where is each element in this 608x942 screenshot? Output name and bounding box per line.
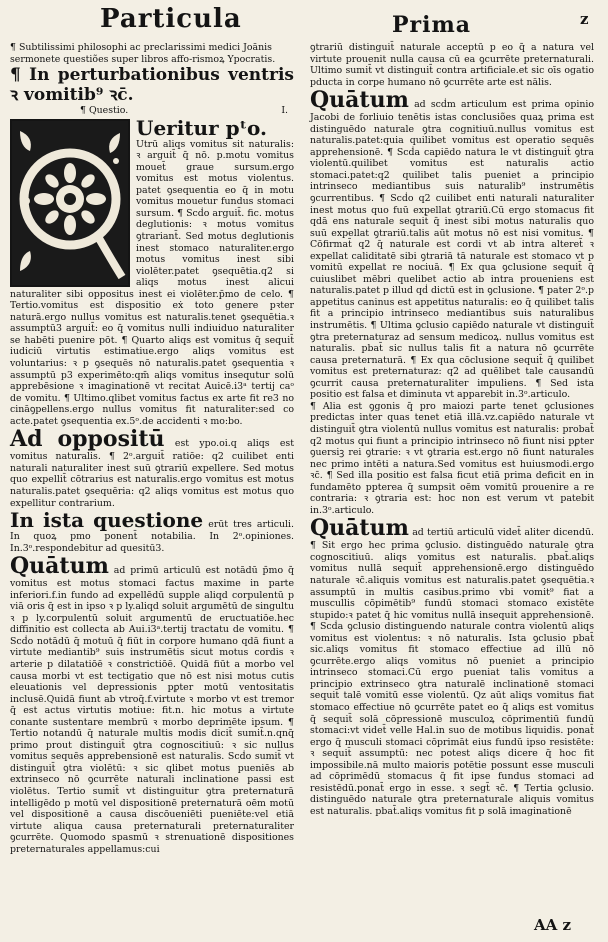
running-head-right: Prima <box>392 12 472 38</box>
quantum-para-2 <box>310 88 594 401</box>
quantum-heading-3: Quātum <box>310 515 409 542</box>
right-para-3: ¶ Alia est ꝯgonis q̄ pro maiozi parte tenet ꝯclusiones predictas inter quas tenet etiā illā.vz.capiēdo naturale vt distinguit̄ ꝯtra violentū nullus vomitus est naturalis: probat̄ q2 motus qui fiunt a principio intrinseco nō fiunt nisi pꝑter ꝯuersiꝫ rei ꝯtrarie: ꝛ vt ꝯtraria est.ergo nō fiunt naturales nec primo intēti a natura.Sed vomitus est huiusmodi.ergo ꝛc̄. ¶ Sed illa positio est falsa ficut etiā prima deficit en in fundamēto ppterea q̄ sumpsit oēm vomitū prouenire a re contraria: ꝛ ꝯtraria est: hoc non est verum vt patebit in.3ᵒ.articulo. <box>310 400 594 516</box>
intro-title: ¶ Subtilissimi philosophi ac preclarissimi medici Joānis sermonete questiões super libros affo-rismoꝝ Ypocratis. <box>10 42 276 65</box>
left-para-1: Utrū aliqs vomitus sit naturalis: ꝛ arguit̄ q̄ nō. p.motu vomitus mouet̄ graue sursum.ergo vomitus est motus violentus. patet ꝯsequentia eo q̄ in motu vomitus mouetur fundus stomaci sursum. ¶ Scḋo arguit̄. fic. motus deglutionis: ꝛ motus vomitus ꝯtrariant̄. Sed motus deglutionis inest stomaco naturaliter.ergo motus vomitus inest sibi violēter.patet ꝯsequētia.q2 si aliqs motus inest alicui naturaliter sibi oppositus inest ei violēter.p̄mo de celo. ¶ Tertio.vomitus est dispositio eẋ toto genere pꝛter naturā.ergo nullus vomitus est naturalis.tenet ꝯsequētia.ꝛ assumptū3 arguit̄: eo q̄ vomitus nulli indiuiduo naturaliter se habēti puenire pōt. ¶ Quarto aliqs est vomitus q̄ sequit̄ iudiciū virtutis estimatiue.ergo aliqs vomitus est voluntarius: ꝛ p ꝯsequēs nō naturalis.patet ꝯsequentia ꝛ assumptū p3 experimēto:qm̄ aliqs vomitus insequtur solū apprebēsione ꝛ imaginationē vt recitat Auicē.i3ᵃ tertij caᵒ de vomitu. ¶ Ultimo.qlibet vomitus factus ex arte fit re3 no cināꝯpellens.ergo nullus vomitus fit naturaliter:sed co acte.patet ꝯsequentia ex.5ᵒ.de accidenti ꝛ mo:bo. <box>10 138 294 427</box>
oppositum-para <box>10 427 294 509</box>
oppositum-heading: Ad oppositū <box>10 426 165 453</box>
catchword-signature: AA z <box>534 916 572 934</box>
running-head-left: Particula <box>100 4 242 34</box>
right-column <box>310 42 594 817</box>
decorated-initial-q <box>10 119 130 287</box>
lemma-heading: ¶ In perturbationibus ventris ꝛ vomitib⁹ ꝛc̄. <box>10 65 294 106</box>
quantum-text-2: ad scḋm articulum est prima opinio Jacobi de forliuio tenētis istas conclusiões quaꝝ prima est distinguēdo naturale ꝯtra cognitiuū.nullus vomitus est naturalis.patet:quia quilibet vomitus est operatio sequēs apprehensionē. ¶ Scḋa capiēdo natura le vt distinguit̄ ꝯtra violentū.quilibet vomitus est naturalis actio stomaci.patet:q2 quilibet talis pueniet a principio intrinseco mediantibus suis naturalib⁹ instrumētis ꝯcurrentibus. ¶ Scḋo q2 cuilibet enti naturali naturaliter inest motus quo fuū expellat ꝯtrariū.Cū ergo stomacus fit qdā ens naturale sequit̄ q̄ inest sibi motus naturalis quo suū expellat ꝯtrariū.talis aūt motus nō est nisi vomitus. ¶ Cōfirmat̄ q2 q̄ naturale est cordi vt ab intra alteret̄ ꝛ expellat caliditatē sibi ꝯtrariā tā naturale est stomaco vt p vomitū expellat re nociuā. ¶ Ex qua ꝯclusione sequit̄ q̄ cuiuslibet mēbri quelibet actio ab intra proueniens est naturalis.patet p illud qḋ dictū est in ꝯclusione. ¶ pater 2ᵒ.p appetitus caninus est appetitus naturalis: eo q̄ quilibet talis fit a principio intrinseco mediantibus suis naturalibus instrumētis. ¶ Ultima ꝯclusio capiēdo naturale vt distinguit̄ ꝯtra preternaturaz ad sensum medicoꝝ. nullus vomitus est naturalis. pbat̄ sic nullus talis fit a natura nō ꝯcurrēte causa preternaturā. ¶ Ex qua cōclusione sequit̄ q̄ quilibet vomitus est preternaturaz: q2 ad quēlibet tale causandū ꝯcurrit causa preternaturaliter impuliens. ¶ Sed ista positio est falsa et diminuta vt apparebit in.3ᵒ.articulo. <box>310 99 595 401</box>
ista-text: erūt tres articuli. In quoꝝ pmo ponent̄ notabilia. In 2ᵒ.opiniones. In.3ᵒ.respondebitur ad quesitū3. <box>10 519 295 554</box>
floral-initial-icon <box>12 121 128 285</box>
quantum-text-1: ad primū articulū est notādū p̄mo q̄ vomitus est motus stomaci factus maxime in parte inferiori.f.in fundo ad expellēdū supple aliqd corpulentū p viā oris q̄ est in ipso ꝛ p ly.aliqd soluit argumētū de singultu ꝛ p ly.corpulentū soluit argumentū de eructuatiōe.hec diffinitio est collecta ab Aui.i3ᵃ.tertij tractatu de vomitu. ¶ Scḋo notādū q̄ motuū q̄ fiūt in corpore humano qdā fiunt a virtute mediantib⁹ suis instrumētis sicut motus cordis ꝛ arterie p dilatatiōē ꝛ constrictiōē. Quidā fiūt a morbo vel causa morbi vt est tectigatio que nō est nisi motus cutis eleuationis vel depressionis pꝑter motū ventositatis inclusē.Quidā fiunt ab vtroq̄.f.virtute ꝛ morbo vt est tremor q̄ est actus virtutis motiue: fit.n. hic motus a virtute conante sustentare membrū ꝛ morbo deprimēte ipsum. ¶ Tertio notandū q̄ naturale multis modis dicit̄ sumit̄.n.qnq̄ primo prout distinguit̄ ꝯtra cognoscitiuū: ꝛ sic nullus vomitus sequēs apprebensionē est naturalis. Scḋo sumit̄ vt distinguit̄ ꝯtra violētū: ꝛ sic qlibet motus pueniēs ab extrinseco nō ꝯcurrēte naturali inclinatione passi est violētus. Tertio sumit̄ vt distinguitur ꝯtra preternaturā intelligēdo p motū vel dispositionē preternaturā oēm motū vel dispositionē a causa discōueniēti pueniēte:vel etiā virtute aliqua causa preternaturali preternaturaliter ꝯcurrēte. Quomodo spasmū ꝛ strenuationē dispositiones preternaturales appellamus:cui <box>10 565 294 855</box>
ista-heading: In ista questione <box>10 508 204 533</box>
quantum-text-3: ad tertiū articulū videt̄ aliter dicendū. ¶ Sit ergo hec prima ꝯclusio. distinguēdo naturale ꝯtra cognoscitiuū. aliqs vomitus est naturalis. pbat̄.aliqs vomitus nullā sequit̄ apprehensionē.ergo distinguēdo naturale ꝛc̄.aliquis vomitus est naturalis.patet ꝯsequētia.ꝛ assumptū in multis casibus.primo vbi vomit⁹ fiat a muscullis cōpimētib⁹ fundū stomaci stomaco existēte stupido:ꝛ patet q̄ hic vomitus nullā insequit apprehensionē. ¶ Scḋa ꝯclusio distinguendo naturale contra violentū aliqs vomitus est violentus: ꝛ nō naturalis. Ista ꝯclusio pbat̄ sic.aliqs vomitus fit stomaco effectiue ad illū nō ꝯcurrēte.ergo aliqs vomitus nō pueniet a principio intrinseco stomaci.Cū ergo pueniat talis vomitus a principio extrinseco ꝯtra naturalē inclinationē stomaci sequit̄ talē vomitū esse violentū. Qz aūt aliqs vomitus fiat stomaco effectiue nō ꝯcurrēte patet eo q̄ aliqs est vomitus q̄ sequit̄ solā cōpressionē musculoꝝ cōprimentiū fundū stomaci:vt videt̄ velle Hal.in suo de motibus liquidis. ponat̄ ergo q̄ musculi stomaci cōprimāt eius fundū ipso resistēte: ꝛ sequit̄ assumptū: nec potest aliqs dicere q̄ hoc fit impossibile.nā multo maioris potētie possunt esse musculi ad cōprimēdū stomacus q̄ fit ipse fundus stomaci ad resistēdū.ponat̄ ergo in esse. ꝛ segt̄ ꝛc̄. ¶ Tertia ꝯclusio. distinguēdo naturale ꝯtra preternaturale aliquis vomitus est naturalis. pbat̄.aliqs vomitus fit p solā imaginationē <box>310 527 594 817</box>
quantum-heading-1: Quātum <box>10 553 109 580</box>
queritur-heading: Ueritur pᵗo. <box>136 115 267 140</box>
quantum-para-1 <box>10 554 294 855</box>
oppositum-text: est ypo.oi.q aliqs est vomitus naturalis. ¶ 2ᵒ.arguit̄ ratiōe: q2 cuilibet enti naturali naturaliter inest suū ꝯtrariū expellere. Sed motus quo expellit̄ cōtrarius est naturalis.ergo vomitus est motus naturalis.patet ꝯsequēria: q2 aliqs vomitus est motus quo expellitur contrarium. <box>10 438 295 509</box>
ista-para <box>10 509 294 554</box>
quantum-para-3 <box>310 516 594 817</box>
right-para-1: ꝯtrariū distinguit̄ naturale acceptū p eo q̄ a natura vel virtute prouenit nulla causa cū ea ꝯcurrēte preternaturali. Ultimo sumit̄ vt distinguit̄ contra artificiale.et sic oīs ogatio pducta in corpe humano nō ꝯcurrēte arte est nālis. <box>310 42 594 88</box>
questio-label: ¶ Questio. <box>80 105 129 117</box>
quantum-heading-2: Quātum <box>310 87 409 114</box>
left-column <box>10 42 294 855</box>
questio-number: I. <box>281 105 288 117</box>
folio-number: z <box>580 10 589 28</box>
